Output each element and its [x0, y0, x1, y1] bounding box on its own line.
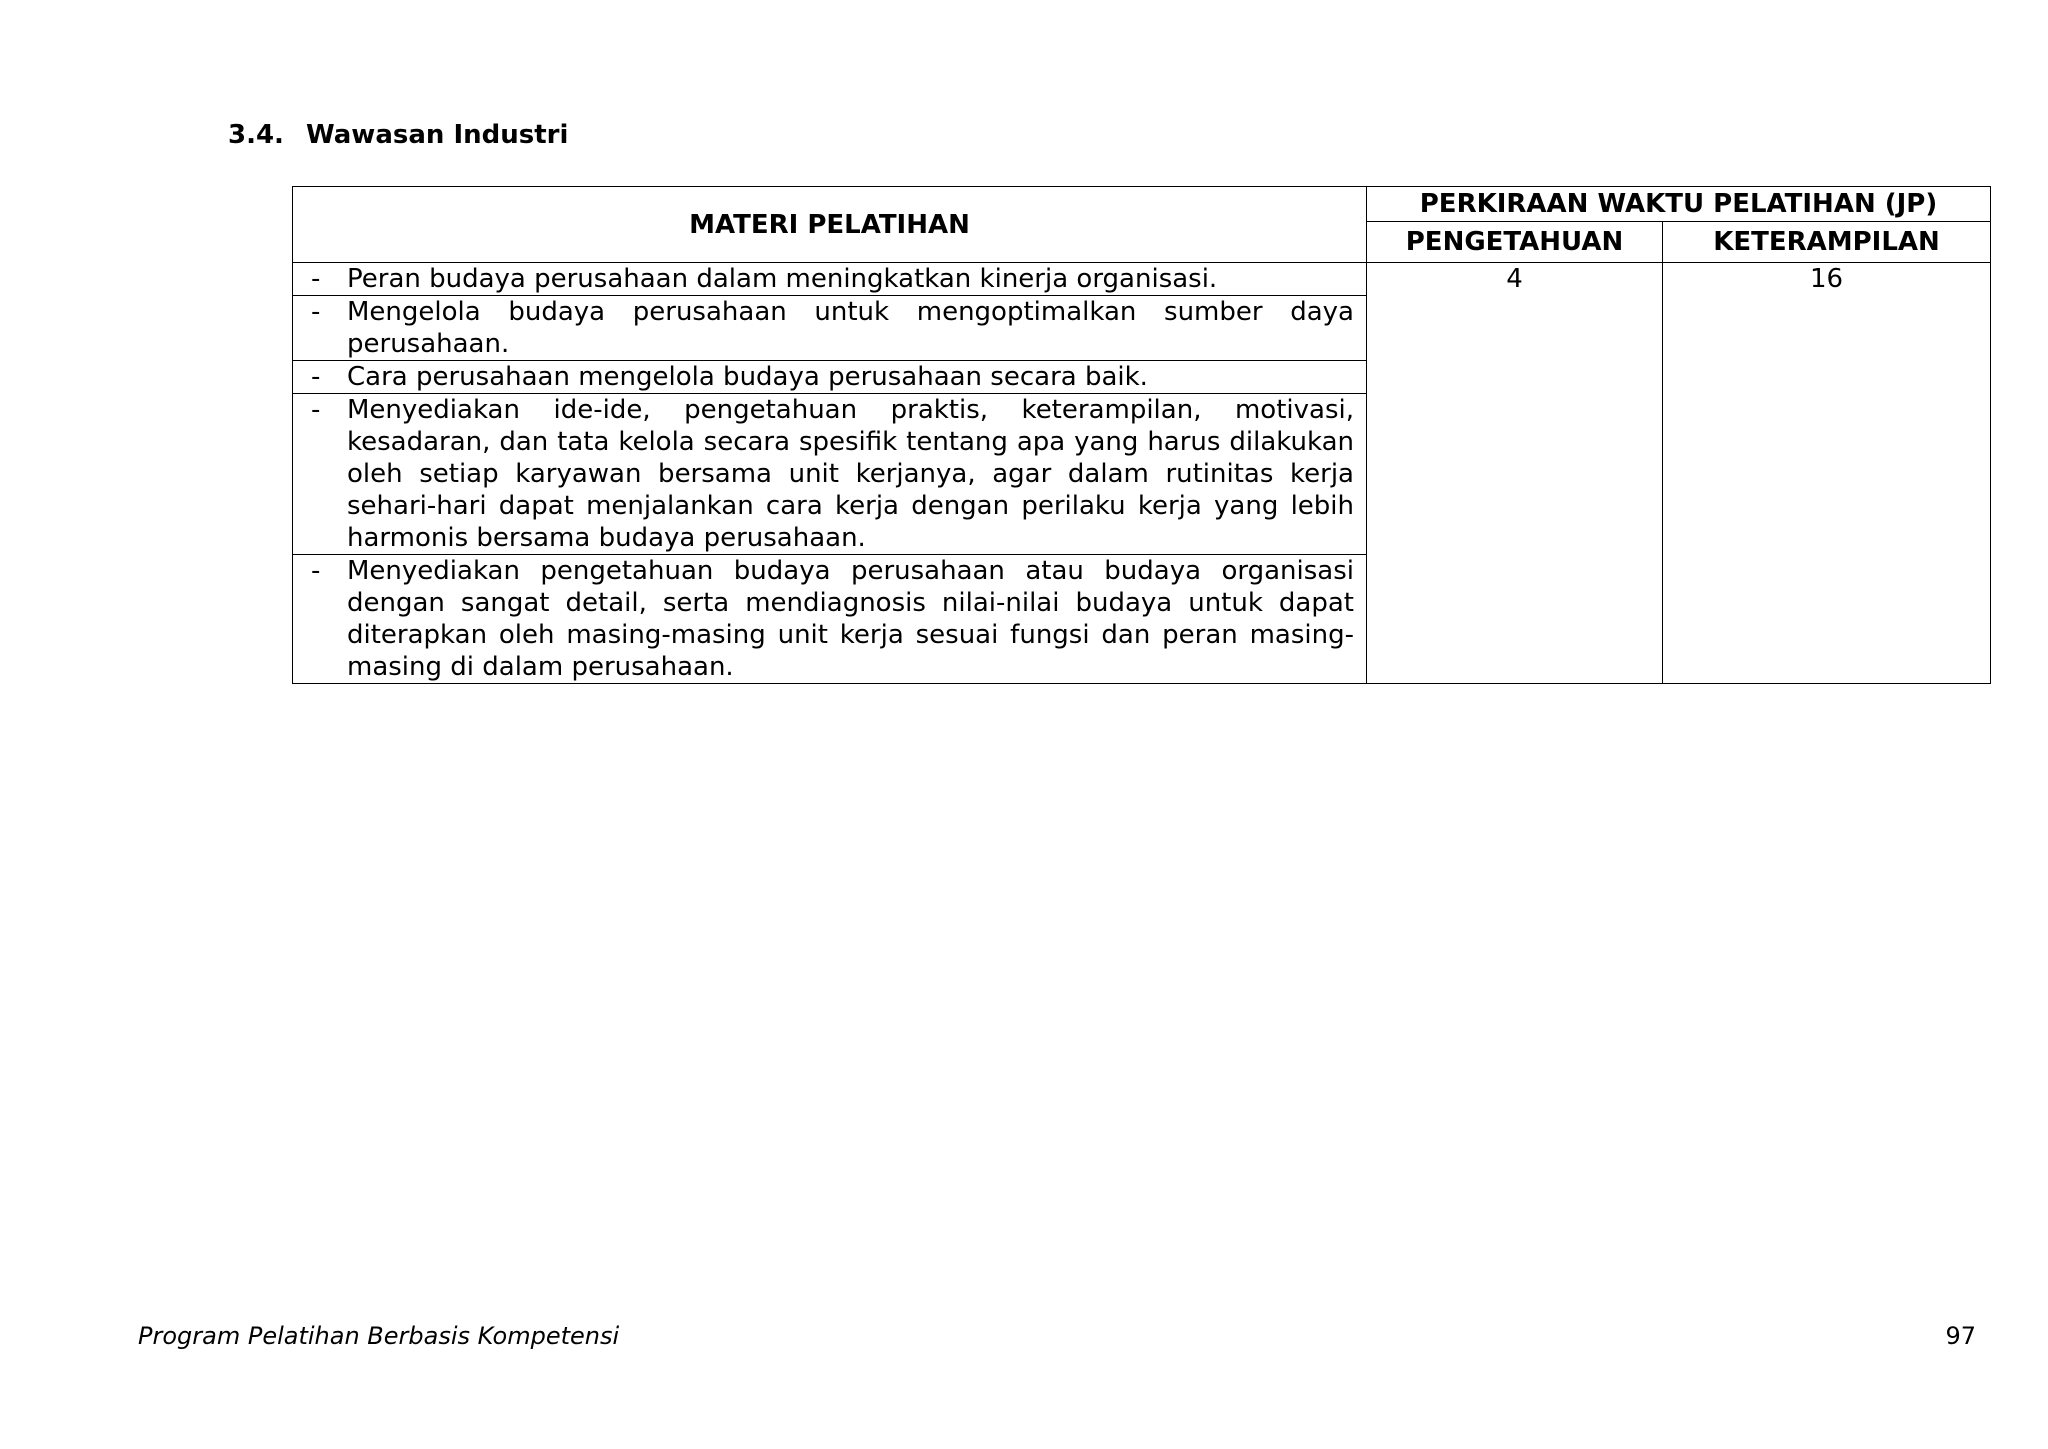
materi-item-text: Peran budaya perusahaan dalam meningkatkan kinerja organisasi.	[347, 264, 1218, 294]
materi-item-text: Menyediakan ide-ide, pengetahuan praktis, keterampilan, motivasi, kesadaran, dan tata kelola secara spesifik tentang apa yang harus dilakukan oleh setiap karyawan bersama unit kerjanya, agar dalam rutinitas kerja sehari-hari dapat menjalankan cara kerja dengan perilaku kerja yang lebih harmonis bersama budaya perusahaan.	[347, 395, 1354, 553]
bullet-dash: -	[311, 297, 321, 327]
header-keterampilan: KETERAMPILAN	[1663, 222, 1991, 263]
training-material-table	[292, 186, 1991, 684]
materi-item	[293, 394, 1367, 555]
header-materi-pelatihan: MATERI PELATIHAN	[293, 187, 1367, 263]
materi-item-text: Cara perusahaan mengelola budaya perusahaan secara baik.	[347, 362, 1148, 392]
materi-item	[293, 361, 1367, 394]
footer-page-number: 97	[1945, 1322, 1976, 1350]
header-pengetahuan: PENGETAHUAN	[1367, 222, 1663, 263]
materi-item-text: Mengelola budaya perusahaan untuk mengoptimalkan sumber daya perusahaan.	[347, 297, 1354, 359]
bullet-dash: -	[311, 395, 321, 425]
section-heading	[228, 120, 568, 150]
bullet-dash: -	[311, 556, 321, 586]
materi-item	[293, 263, 1367, 296]
materi-item-text: Menyediakan pengetahuan budaya perusahaan atau budaya organisasi dengan sangat detail, serta mendiagnosis nilai-nilai budaya untuk dapat diterapkan oleh masing-masing unit kerja sesuai fungsi dan peran masing-masing di dalam perusahaan.	[347, 556, 1354, 682]
materi-item	[293, 555, 1367, 684]
section-number: 3.4.	[228, 120, 284, 150]
bullet-dash: -	[311, 362, 321, 392]
pengetahuan-value: 4	[1367, 263, 1663, 684]
header-perkiraan-waktu: PERKIRAAN WAKTU PELATIHAN (JP)	[1367, 187, 1991, 222]
bullet-dash: -	[311, 264, 321, 294]
table-row	[293, 263, 1991, 296]
keterampilan-value: 16	[1663, 263, 1991, 684]
section-title: Wawasan Industri	[306, 120, 569, 150]
materi-item	[293, 296, 1367, 361]
footer-document-title: Program Pelatihan Berbasis Kompetensi	[138, 1322, 620, 1350]
